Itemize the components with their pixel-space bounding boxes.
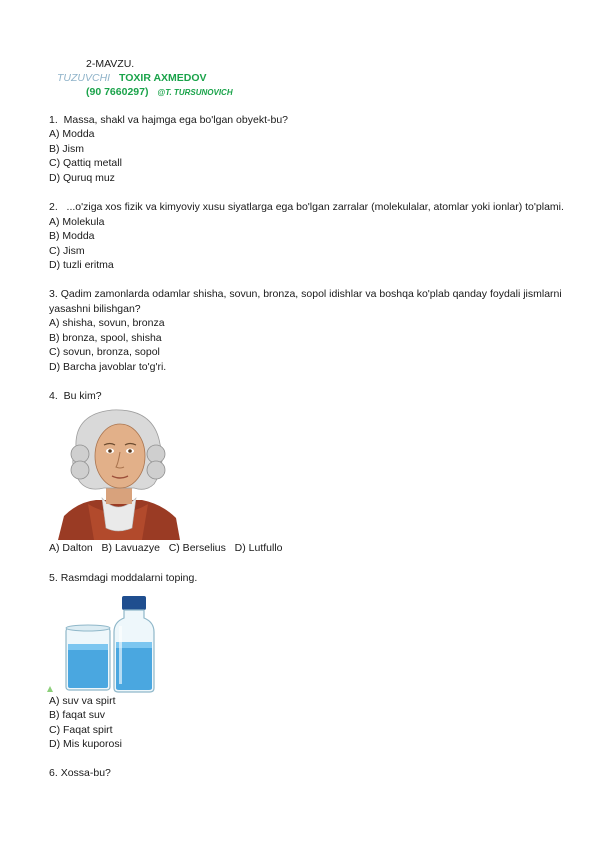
option: A) Modda bbox=[49, 128, 95, 140]
option: C) Faqat spirt bbox=[49, 724, 113, 736]
option: C) Berselius bbox=[168, 542, 226, 554]
question-4-options bbox=[49, 542, 283, 555]
question-3 bbox=[49, 288, 562, 301]
option: A) shisha, sovun, bronza bbox=[49, 317, 165, 329]
question-2 bbox=[49, 201, 564, 214]
question-5 bbox=[49, 572, 197, 585]
topic-title: 2-MAVZU. bbox=[86, 58, 135, 70]
question-number: 6. bbox=[49, 767, 58, 779]
question-text: Bu kim? bbox=[63, 390, 102, 402]
option: B) Jism bbox=[49, 143, 84, 155]
option: C) Qattiq metall bbox=[49, 157, 122, 169]
contact-line bbox=[86, 86, 233, 99]
portrait-illustration bbox=[58, 404, 180, 540]
question-text: Xossa-bu? bbox=[60, 767, 111, 779]
glass-and-bottle-illustration bbox=[62, 592, 158, 694]
question-number: 4. bbox=[49, 390, 58, 402]
option: C) Jism bbox=[49, 245, 85, 257]
option: A) Molekula bbox=[49, 216, 105, 228]
question-text: Rasmdagi moddalarni toping. bbox=[60, 572, 198, 584]
option: B) Modda bbox=[49, 230, 95, 242]
author-line bbox=[57, 72, 207, 85]
question-number: 2. bbox=[49, 201, 58, 213]
question-text: ...o'ziga xos fizik va kimyoviy xusu siyatlarga ega bo'lgan zarralar (molekulalar, atomlar yoki ionlar) to'plami. bbox=[66, 201, 564, 213]
option: A) Dalton bbox=[49, 542, 93, 554]
option: A) suv va spirt bbox=[49, 695, 116, 707]
question-4 bbox=[49, 390, 102, 403]
author-role: TUZUVCHI bbox=[57, 72, 111, 84]
option: B) bronza, spool, shisha bbox=[49, 332, 162, 344]
option: D) Barcha javoblar to'g'ri. bbox=[49, 361, 167, 373]
question-text-cont: yasashni bilishgan? bbox=[49, 303, 141, 315]
option: C) sovun, bronza, sopol bbox=[49, 346, 160, 358]
option: D) Lutfullo bbox=[234, 542, 283, 554]
small-mark-icon bbox=[47, 686, 53, 692]
author-name: TOXIR AXMEDOV bbox=[119, 72, 207, 84]
option: D) tuzli eritma bbox=[49, 259, 114, 271]
question-6 bbox=[49, 767, 111, 780]
question-number: 1. bbox=[49, 114, 58, 126]
question-text: Qadim zamonlarda odamlar shisha, sovun, bronza, sopol idishlar va boshqa ko'plab qanday foydali jismlarni bbox=[60, 288, 562, 300]
question-number: 5. bbox=[49, 572, 58, 584]
question-1 bbox=[49, 114, 288, 127]
option: D) Quruq muz bbox=[49, 172, 115, 184]
option: D) Mis kuporosi bbox=[49, 738, 122, 750]
question-text: Massa, shakl va hajmga ega bo'lgan obyekt-bu? bbox=[63, 114, 289, 126]
question-number: 3. bbox=[49, 288, 58, 300]
author-phone: (90 7660297) bbox=[86, 86, 149, 98]
option: B) faqat suv bbox=[49, 709, 106, 721]
option: B) Lavuazye bbox=[101, 542, 160, 554]
author-handle: @T. TURSUNOVICH bbox=[157, 88, 233, 97]
